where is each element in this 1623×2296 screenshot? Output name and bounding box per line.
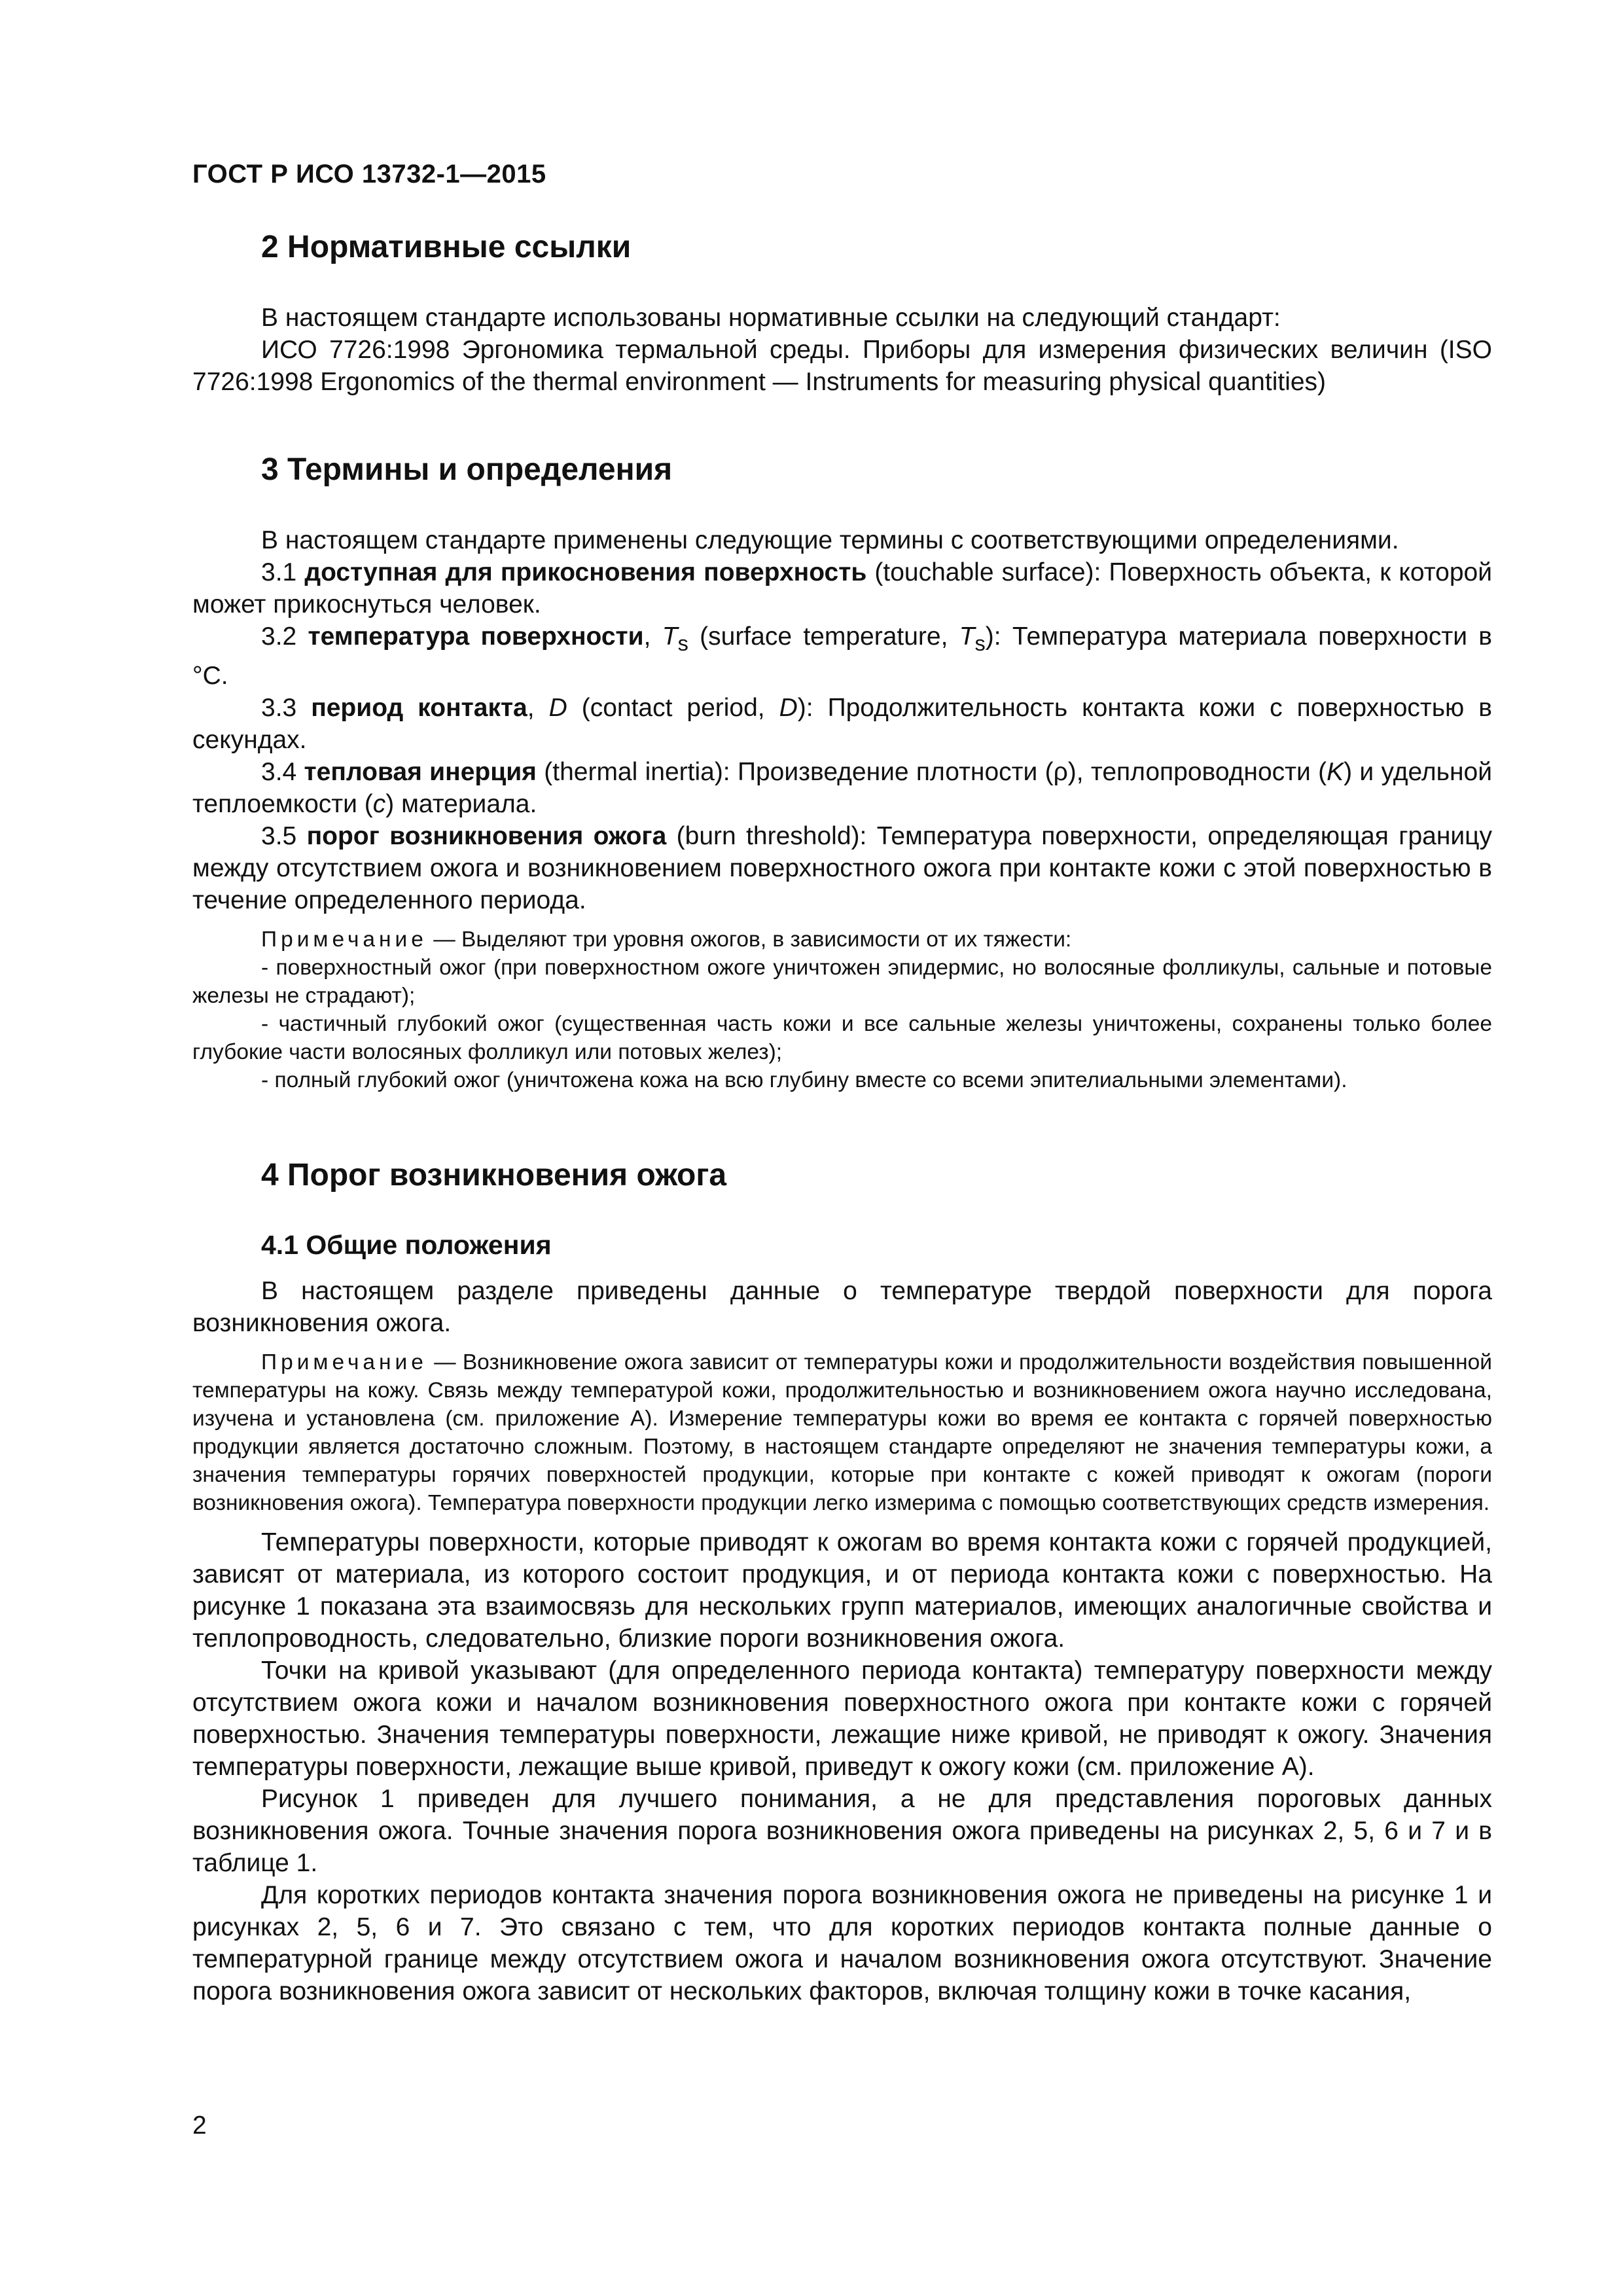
section-2-title: 2 Нормативные ссылки bbox=[261, 230, 632, 264]
section-2-reference: ИСО 7726:1998 Эргономика термальной среды. Приборы для измерения физических величин (ISO 7726:1998 Ergonomics of the thermal environment — Instruments for measuring physical quantities) bbox=[192, 336, 1492, 396]
note-label: Примечание bbox=[261, 1350, 427, 1374]
term-3-1: 3.1 доступная для прикосновения поверхность (touchable surface): Поверхность объекта, к которой может прикоснуться человек. bbox=[192, 558, 1492, 619]
section-3-title: 3 Термины и определения bbox=[261, 452, 673, 487]
section-4-paragraph: Для коротких периодов контакта значения порога возникновения ожога не приведены на рисунке 1 и рисунках 2, 5, 6 и 7. Это связано с тем, что для коротких периодов контакта полные данные о температурной границе между отсутствием ожога и началом возникновения ожога отсутствуют. Значение порога возникновения ожога зависит от нескольких факторов, включая толщину кожи в точке касания, bbox=[192, 1880, 1492, 2005]
term-3-3: 3.3 период контакта, D (contact period, D): Продолжительность контакта кожи с поверхностью в секундах. bbox=[192, 693, 1492, 754]
term-3-2-name: температура поверхности bbox=[308, 622, 644, 651]
note-label: Примечание bbox=[261, 927, 427, 952]
term-3-1-name: доступная для прикосновения поверхность bbox=[304, 558, 867, 586]
page-body bbox=[192, 216, 1492, 2007]
term-3-5-name: порог возникновения ожога bbox=[306, 821, 667, 850]
section-4-title: 4 Порог возникновения ожога bbox=[261, 1157, 727, 1193]
note-intro: Примечание — Выделяют три уровня ожогов, в зависимости от их тяжести: bbox=[261, 927, 1072, 952]
note-item: - частичный глубокий ожог (существенная часть кожи и все сальные железы уничтожены, сохранены только более глубокие части волосяных фолликул или потовых желез); bbox=[192, 1011, 1492, 1064]
note-item: - полный глубокий ожог (уничтожена кожа на всю глубину вместе со всеми эпителиальными элементами). bbox=[261, 1067, 1347, 1092]
section-3-intro: В настоящем стандарте применены следующие термины с соответствующими определениями. bbox=[261, 526, 1399, 554]
section-2-paragraph: В настоящем стандарте использованы нормативные ссылки на следующий стандарт: bbox=[261, 304, 1281, 332]
section-4-paragraph: Точки на кривой указывают (для определенного периода контакта) температуру поверхности между отсутствием ожога кожи и началом возникновения поверхностного ожога при контакте кожи с горячей поверхностью. Значения температуры поверхности, лежащие ниже кривой, не приводят к ожогу. Значения температуры поверхности, лежащие выше кривой, приведут к ожогу кожи (см. приложение А). bbox=[192, 1656, 1492, 1781]
note-burn-levels bbox=[192, 925, 1492, 1094]
subsection-4-1-title: 4.1 Общие положения bbox=[261, 1229, 552, 1260]
term-3-5: 3.5 порог возникновения ожога (burn threshold): Температура поверхности, определяющая границу между отсутствием ожога и возникновением поверхностного ожога при контакте кожи с этой поверхностью в течение определенного периода. bbox=[192, 821, 1492, 914]
term-3-4-name: тепловая инерция bbox=[304, 757, 537, 786]
term-3-2: 3.2 температура поверхности, $T_s$ (surface temperature, $T_s$): Температура материала поверхности в °С. bbox=[192, 622, 1493, 690]
running-header: ГОСТ Р ИСО 13732-1—2015 bbox=[192, 160, 546, 188]
section-4-paragraph: Температуры поверхности, которые приводят к ожогам во время контакта кожи с горячей продукцией, зависят от материала, из которого состоит продукция, и от периода контакта кожи с поверхностью. На рисунке 1 показана эта взаимосвязь для нескольких групп материалов, имеющих аналогичные свойства и теплопроводность, следовательно, близкие пороги возникновения ожога. bbox=[192, 1528, 1492, 1653]
section-4-paragraph: Рисунок 1 приведен для лучшего понимания, а не для представления пороговых данных возникновения ожога. Точные значения порога возникновения ожога приведены на рисунках 2, 5, 6 и 7 и в таблице 1. bbox=[192, 1784, 1492, 1877]
note-burn-dependence bbox=[192, 1348, 1492, 1517]
section-4-paragraph: В настоящем разделе приведены данные о температуре твердой поверхности для порога возникновения ожога. bbox=[192, 1276, 1492, 1337]
term-3-4: 3.4 тепловая инерция (thermal inertia): Произведение плотности (ρ), теплопроводности (K) и удельной теплоемкости (с) материала. bbox=[192, 757, 1492, 818]
note-item: - поверхностный ожог (при поверхностном ожоге уничтожен эпидермис, но волосяные фолликулы, сальные и потовые железы не страдают); bbox=[192, 955, 1492, 1008]
page-number: 2 bbox=[192, 2111, 207, 2140]
term-3-3-name: период контакта bbox=[311, 693, 527, 722]
note-text: Примечание — Возникновение ожога зависит от температуры кожи и продолжительности воздействия повышенной температуры на кожу. Связь между температурой кожи, продолжительностью и возникновением ожога научно исследована, изучена и установлена (см. приложение А). Измерение температуры кожи во время ее контакта с горячей поверхностью продукции является достаточно сложным. Поэтому, в настоящем стандарте определяют не значения температуры кожи, а значения температуры горячих поверхностей продукции, которые при контакте с кожей приводят к ожогам (пороги возникновения ожога). Температура поверхности продукции легко измерима с помощью соответствующих средств измерения. bbox=[192, 1350, 1492, 1515]
